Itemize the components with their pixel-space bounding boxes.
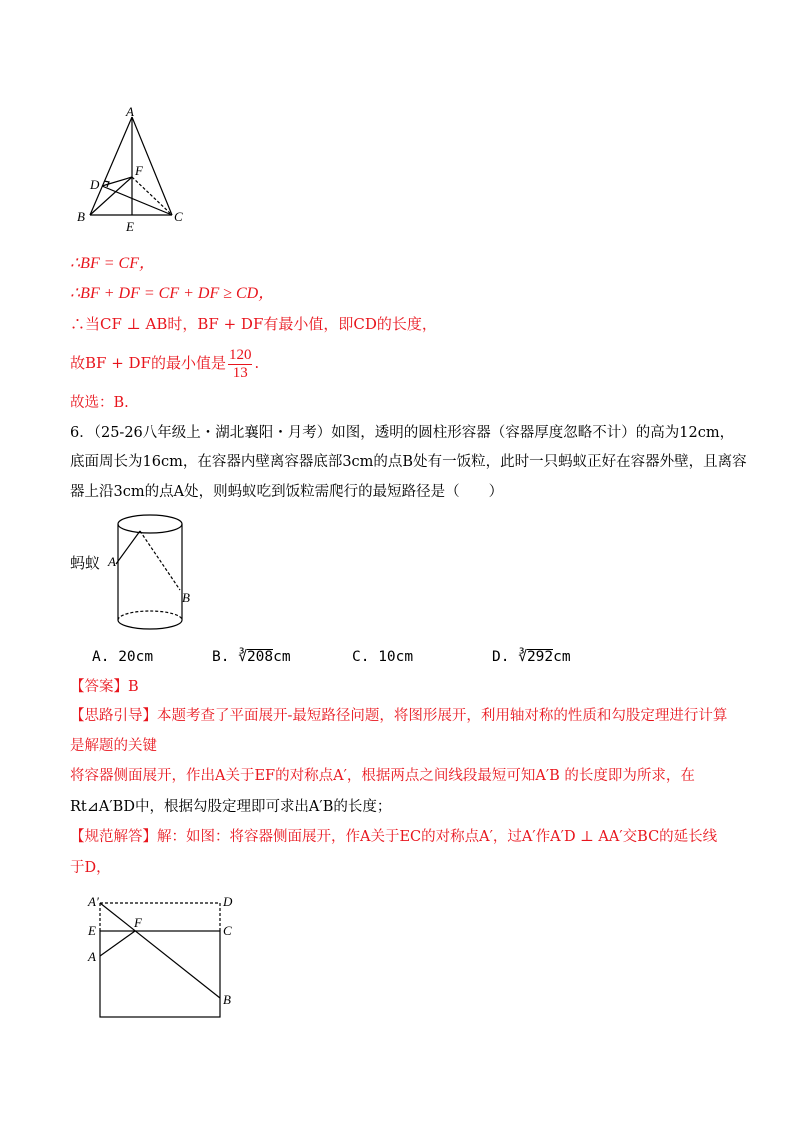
solution-main-line-1: 【规范解答】解：如图：将容器侧面展开，作A关于EC的对称点A′，过A′作A′D ⊥ AA′交BC的延长线: [70, 829, 718, 845]
fraction: [228, 347, 253, 382]
label-B: B: [77, 209, 85, 224]
question-line-3: 器上沿3cm的点A处，则蚂蚁吃到饭粒需爬行的最短路径是（ ）: [70, 484, 504, 500]
unfolded-figure: [80, 890, 250, 1020]
label-C: C: [174, 209, 183, 224]
label-F: F: [135, 163, 143, 178]
label-A-rect: A: [88, 949, 96, 964]
fraction-numerator: 120: [228, 346, 252, 363]
choice-line: 故选：B.: [70, 395, 129, 411]
answer-line: [70, 677, 139, 697]
min-value-text: 故BF + DF的最小值是: [70, 354, 226, 372]
radicand-b: 208: [246, 649, 274, 665]
solution-line-1: ∴BF = CF，: [70, 255, 155, 272]
answer-tag: 【答案】: [70, 679, 128, 695]
label-A: A: [126, 105, 134, 119]
label-B-rect: B: [223, 992, 231, 1007]
answer-value: B: [128, 679, 139, 695]
thinking-line-4: Rt⊿A′BD中，根据勾股定理即可求出A′B的长度；: [70, 799, 392, 815]
option-c: C. 10cm: [352, 649, 414, 665]
question-line-1: 6．（25-26八年级上・湖北襄阳・月考）如图，透明的圆柱形容器（容器厚度忽略不计）的高为12cm，: [70, 425, 735, 441]
option-d: D. ∛292cm: [492, 649, 571, 665]
label-B-cyl: B: [182, 590, 190, 605]
option-b: B. ∛208cm: [212, 649, 291, 665]
label-F-rect: F: [134, 915, 142, 930]
label-A-cyl: A: [108, 554, 116, 569]
thinking-line-3: 将容器侧面展开，作出A关于EF的对称点A′，根据两点之间线段最短可知A′B 的长度即为所求，在: [70, 768, 695, 784]
thinking-line-1: 【思路引导】本题考查了平面展开-最短路径问题，将图形展开，利用轴对称的性质和勾股定理进行计算: [70, 708, 728, 724]
solution-tag: 【规范解答】: [70, 829, 157, 845]
label-E-rect: E: [88, 923, 96, 938]
label-D: D: [90, 177, 100, 192]
option-a: A. 20cm: [92, 649, 154, 665]
solution-line-4: [70, 345, 259, 381]
fraction-denominator: 13: [232, 364, 248, 381]
ant-label: 蚂蚁: [70, 554, 101, 572]
solution-main-line-2: 于D，: [70, 860, 111, 876]
label-C-rect: C: [223, 923, 232, 938]
radicand-d: 292: [526, 649, 554, 665]
solution-line-2: ∴BF + DF = CF + DF ≥ CD，: [70, 285, 275, 302]
period: .: [254, 356, 260, 372]
label-D-rect: D: [223, 894, 233, 909]
thinking-tag: 【思路引导】: [70, 708, 157, 724]
triangle-figure: [70, 105, 200, 235]
question-line-2: 底面周长为16cm，在容器内壁离容器底部3cm的点B处有一饭粒，此时一只蚂蚁正好在容器外壁，且离容: [70, 454, 747, 470]
label-Aprime: A′: [88, 894, 99, 909]
solution-line-3: ∴当CF ⊥ AB时，BF + DF有最小值，即CD的长度，: [70, 315, 437, 333]
thinking-line-2: 是解题的关键: [70, 738, 157, 754]
label-E: E: [126, 219, 134, 234]
cylinder-figure: [70, 508, 210, 638]
